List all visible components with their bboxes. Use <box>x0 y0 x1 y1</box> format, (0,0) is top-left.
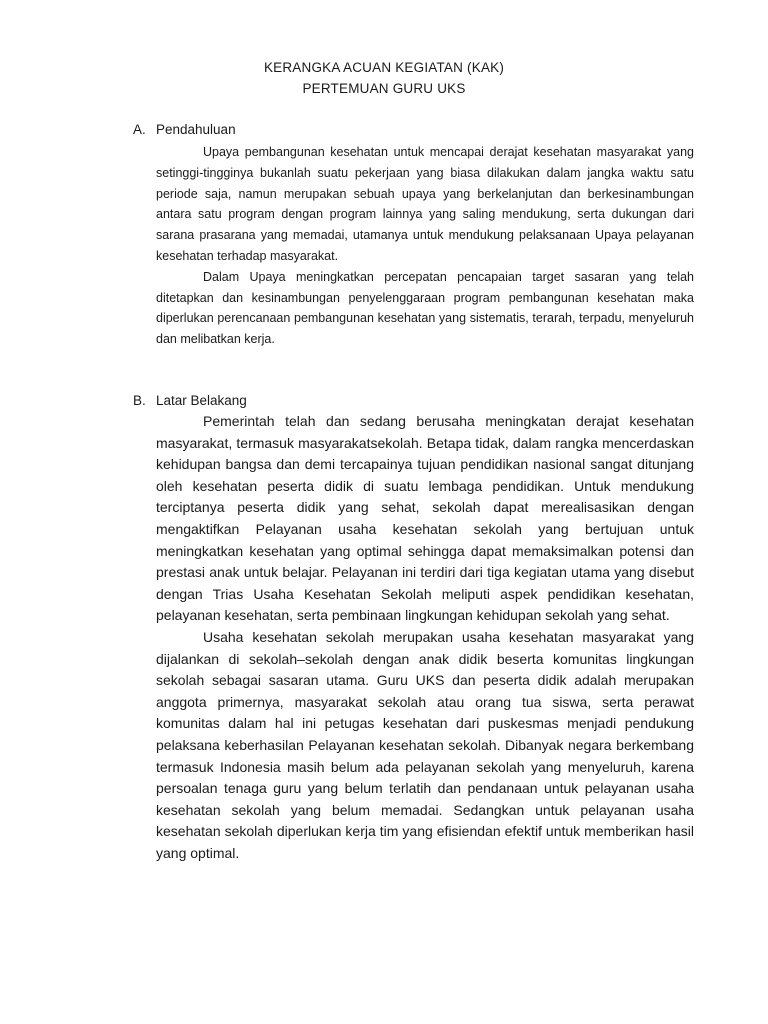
document-title-line-1: KERANGKA ACUAN KEGIATAN (KAK) <box>263 60 505 75</box>
section-a-paragraph-2: Dalam Upaya meningkatkan percepatan pencapaian target sasaran yang telah ditetapkan dan kesinambungan penyelenggaraan program pembangunan kesehatan maka diperlukan perencanaan pembangunan kesehatan yang sistematis, terarah, terpadu, menyeluruh dan melibatkan kerja. <box>156 269 694 347</box>
section-b-title: Latar Belakang <box>156 393 247 408</box>
section-b-paragraph-2: Usaha kesehatan sekolah merupakan usaha kesehatan masyarakat yang dijalankan di sekolah–sekolah dengan anak didik beserta komunitas lingkungan sekolah sebagai sasaran utama. Guru UKS dan peserta didik adalah merupakan anggota primernya, masyarakat sekolah atau orang tua siswa, serta perawat komunitas dalam hal ini petugas kesehatan dari puskesmas menjadi pendukung pelaksana keberhasilan Pelayanan kesehatan sekolah. Dibanyak negara berkembang termasuk Indonesia masih belum ada pelayanan sekolah yang menyeluruh, karena persoalan tenaga guru yang belum terlatih dan pendanaan untuk pelayanan usaha kesehatan sekolah yang belum memadai. Sedangkan untuk pelayanan usaha kesehatan sekolah diperlukan kerja tim yang efisiendan efektif untuk memberikan hasil yang optimal. <box>156 628 694 861</box>
section-b-paragraph-1: Pemerintah telah dan sedang berusaha meningkatan derajat kesehatan masyarakat, termasuk masyarakatsekolah. Betapa tidak, dalam rangka mencerdaskan kehidupan bangsa dan demi tercapainya tujuan pendidikan nasional sangat ditunjang oleh kesehatan peserta didik di suatu lembaga pendidikan. Untuk mendukung terciptanya peserta didik yang sehat, sekolah dapat merealisasikan dengan mengaktifkan Pelayanan usaha kesehatan sekolah yang bertujuan untuk meningkatkan kesehatan yang optimal sehingga dapat memaksimalkan potensi dan prestasi anak untuk belajar. Pelayanan ini terdiri dari tiga kegiatan utama yang disebut dengan Trias Usaha Kesehatan Sekolah meliputi aspek pendidikan kesehatan, pelayanan kesehatan, serta pembinaan lingkungan kehidupan sekolah yang sehat. <box>156 413 694 624</box>
section-b-body <box>156 411 694 864</box>
section-a-body <box>156 142 694 350</box>
section-a-heading <box>133 122 236 137</box>
section-a-paragraph-1: Upaya pembangunan kesehatan untuk mencapai derajat kesehatan masyarakat yang setinggi-tingginya bukanlah suatu pekerjaan yang biasa dilakukan dalam jangka waktu satu periode saja, namun merupakan sebuah upaya yang berkelanjutan dan berkesinambungan antara satu program dengan program lainnya yang saling mendukung, serta dukungan dari sarana prasarana yang memadai, utamanya untuk mendukung pelaksanaan Upaya pelayanan kesehatan terhadap masyarakat. <box>156 145 694 263</box>
section-a-title: Pendahuluan <box>156 122 236 137</box>
section-a-letter: A. <box>133 122 146 137</box>
document-title-line-2: PERTEMUAN GURU UKS <box>302 81 466 96</box>
section-b-heading <box>133 393 247 408</box>
section-b-letter: B. <box>133 393 146 408</box>
